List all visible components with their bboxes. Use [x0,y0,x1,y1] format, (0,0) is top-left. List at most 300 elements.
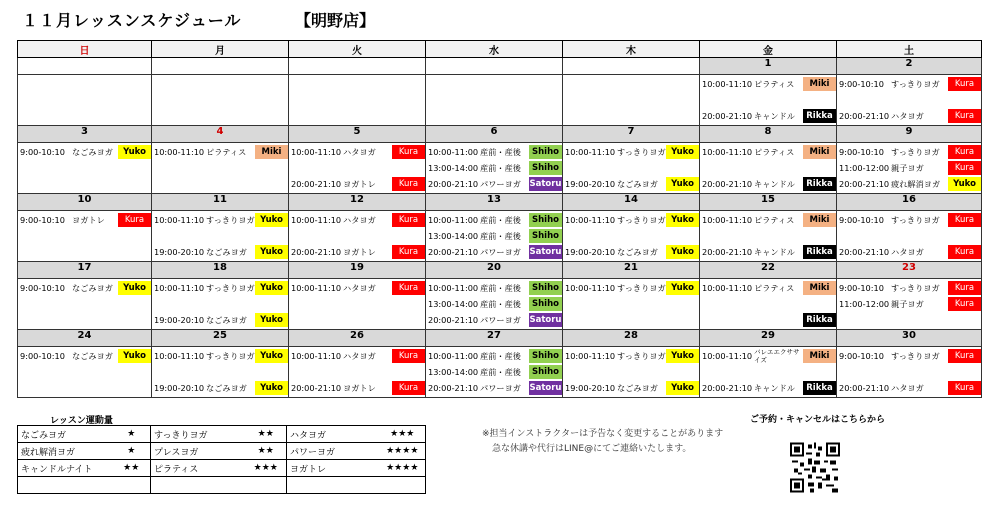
instructor-badge: Shiho [529,297,562,311]
instructor-badge: Yuko [118,349,151,363]
instructor-badge: Kura [948,109,981,123]
lesson-entry[interactable] [565,145,699,159]
lesson-time: 10:00-11:10 [565,351,616,361]
legend-row [18,443,426,460]
instructor-badge: Kura [948,245,981,259]
day-lessons [563,143,699,193]
lesson-entry[interactable] [154,213,288,227]
day-cell [563,347,700,398]
lesson-name: キャンドル [754,178,795,189]
date-cell: 30 [837,330,982,347]
day-cell [426,211,563,262]
lesson-time: 19:00-20:10 [154,315,205,325]
day-cell [837,75,982,126]
lesson-entry[interactable] [702,245,836,259]
lesson-name: 疲れ解消ヨガ [891,178,941,189]
lesson-entry[interactable] [291,381,425,395]
lesson-name: なごみヨガ [617,246,658,257]
date-cell [152,58,289,75]
lesson-time: 10:00-11:00 [428,147,479,157]
lesson-entry[interactable] [291,177,425,191]
lesson-name: ハタヨガ [343,146,376,157]
lesson-entry[interactable] [291,245,425,259]
instructor-badge: Kura [392,213,425,227]
legend-stars: ★★★ [246,460,287,477]
day-lessons [563,75,699,125]
lesson-entry[interactable] [702,109,836,123]
day-cell [700,143,837,194]
lesson-entry[interactable] [428,297,562,311]
lesson-entry[interactable] [20,213,151,227]
lesson-entry[interactable] [20,145,151,159]
day-lessons [18,279,151,329]
date-cell: 3 [18,126,152,143]
legend-title: レッスン運動量 [50,416,113,426]
instructor-badge: Satoru [529,315,562,325]
date-cell [18,58,152,75]
legend-row [18,460,426,477]
lesson-row [18,347,982,398]
legend-stars: ★ [113,426,151,443]
date-cell: 15 [700,194,837,211]
lesson-entry[interactable] [839,109,981,123]
lesson-name: すっきりヨガ [891,78,940,89]
lesson-entry[interactable] [702,349,836,363]
lesson-time: 10:00-11:10 [565,147,616,157]
legend-row [18,477,426,494]
lesson-name: すっきりヨガ [891,214,940,225]
instructor-badge: Shiho [529,145,562,159]
instructor-badge: Yuko [255,349,288,363]
lesson-name: ヨガトレ [343,246,376,257]
lesson-entry[interactable] [839,245,981,259]
instructor-badge: Yuko [255,245,288,259]
lesson-name: ヨガトレ [72,214,105,225]
lesson-time: 10:00-11:00 [428,351,479,361]
legend-lesson-name: ピラティス [151,460,246,477]
legend-stars: ★★★ [380,426,426,443]
day-lessons [18,75,151,125]
lesson-entry[interactable] [428,245,562,259]
lesson-name: ハタヨガ [891,382,924,393]
lesson-entry[interactable] [839,177,981,191]
instructor-badge: Kura [948,77,981,91]
date-cell: 27 [426,330,563,347]
lesson-entry[interactable] [428,365,562,379]
lesson-entry[interactable] [839,161,981,175]
lesson-entry[interactable] [154,245,288,259]
legend-lesson-name: なごみヨガ [18,426,113,443]
lesson-name: すっきりヨガ [617,350,666,361]
lesson-time: 10:00-11:10 [702,215,753,225]
day-cell [700,347,837,398]
day-lessons [426,347,562,397]
instructor-badge: Kura [948,381,981,395]
legend-lesson-name: パワーヨガ [287,443,380,460]
day-cell [837,347,982,398]
lesson-time: 9:00-10:10 [20,147,65,157]
date-cell: 26 [289,330,426,347]
lesson-entry[interactable] [839,297,981,311]
lesson-entry[interactable] [702,381,836,395]
day-cell [18,211,152,262]
day-cell [426,75,563,126]
instructor-badge: Kura [948,145,981,159]
lesson-entry[interactable] [839,213,981,227]
lesson-entry[interactable] [154,313,288,327]
date-cell: 21 [563,262,700,279]
instructor-badge: Shiho [529,229,562,243]
lesson-name: パワーヨガ [480,314,521,325]
lesson-time: 10:00-11:10 [154,215,205,225]
lesson-name: ハタヨガ [343,282,376,293]
lesson-entry[interactable] [839,381,981,395]
lesson-entry[interactable] [154,381,288,395]
lesson-time: 20:00-21:10 [702,179,753,189]
lesson-name: なごみヨガ [206,382,247,393]
lesson-name: すっきりヨガ [891,282,940,293]
day-cell [152,211,289,262]
weekday-header: 月 [152,41,289,58]
lesson-entry[interactable] [428,349,562,363]
day-lessons [700,143,836,193]
lesson-entry[interactable] [428,177,562,191]
lesson-entry[interactable] [291,349,425,363]
instructor-badge: Miki [803,77,836,91]
instructor-badge: Kura [948,281,981,295]
lesson-time: 19:00-20:10 [565,247,616,257]
weekday-header: 火 [289,41,426,58]
lesson-entry[interactable] [428,381,562,395]
day-lessons [152,347,288,397]
legend-lesson-name [287,477,380,494]
lesson-entry[interactable] [428,145,562,159]
lesson-entry[interactable] [291,281,425,295]
lesson-time: 9:00-10:10 [839,215,884,225]
day-cell [837,143,982,194]
lesson-time: 19:00-20:10 [154,247,205,257]
lesson-entry[interactable] [702,281,836,295]
lesson-entry[interactable] [839,77,981,91]
date-cell: 11 [152,194,289,211]
lesson-time: 11:00-12:00 [839,163,890,173]
legend-stars: ★★ [246,443,287,460]
lesson-entry[interactable] [428,281,562,295]
lesson-entry[interactable] [154,145,288,159]
lesson-name: すっきりヨガ [206,282,255,293]
day-lessons [563,279,699,329]
lesson-entry[interactable] [565,213,699,227]
instructor-badge: Miki [803,281,836,295]
lesson-entry[interactable] [702,313,836,327]
lesson-time: 20:00-21:10 [291,383,342,393]
lesson-time: 20:00-21:10 [839,111,890,121]
day-lessons [289,211,425,261]
legend-lesson-name: 疲れ解消ヨガ [18,443,113,460]
lesson-time: 9:00-10:10 [839,79,884,89]
day-lessons [152,279,288,329]
date-cell: 9 [837,126,982,143]
lesson-time: 13:00-14:00 [428,163,479,173]
instructor-badge: Yuko [118,145,151,159]
instructor-badge: Rikka [803,245,836,259]
lesson-name: なごみヨガ [206,314,247,325]
lesson-name: なごみヨガ [72,282,113,293]
day-cell [837,211,982,262]
lesson-time: 19:00-20:10 [565,179,616,189]
instructor-badge: Kura [948,161,981,175]
lesson-time: 13:00-14:00 [428,367,479,377]
day-cell [289,279,426,330]
date-row [18,262,982,279]
lesson-name: なごみヨガ [617,382,658,393]
date-cell: 23 [837,262,982,279]
legend-lesson-name [151,477,246,494]
lesson-time: 19:00-20:10 [565,383,616,393]
lesson-name: 親子ヨガ [891,162,924,173]
intensity-legend [17,425,426,494]
lesson-entry[interactable] [428,213,562,227]
legend-stars: ★ [113,443,151,460]
lesson-time: 20:00-21:10 [291,179,342,189]
lesson-entry[interactable] [565,281,699,295]
lesson-name: なごみヨガ [72,146,113,157]
qr-code-icon[interactable] [790,440,840,495]
instructor-badge: Kura [392,349,425,363]
note-line-1: ※担当インストラクターは予告なく変更することがあります [482,429,724,439]
legend-row [18,426,426,443]
date-row [18,58,982,75]
lesson-entry[interactable] [565,381,699,395]
day-lessons [837,75,981,125]
lesson-time: 10:00-11:10 [565,215,616,225]
instructor-badge: Miki [255,145,288,159]
legend-stars: ★★★★ [380,443,426,460]
day-cell [18,143,152,194]
lesson-time: 10:00-11:10 [702,283,753,293]
instructor-badge: Kura [392,145,425,159]
lesson-name: ハタヨガ [891,246,924,257]
day-cell [426,279,563,330]
date-cell: 17 [18,262,152,279]
instructor-badge: Kura [392,381,425,395]
instructor-badge: Shiho [529,213,562,227]
store-name: 【明野店】 [295,11,376,30]
notes [482,427,723,457]
lesson-entry[interactable] [428,229,562,243]
schedule-calendar [17,40,982,398]
weekday-header: 土 [837,41,982,58]
day-cell [837,279,982,330]
instructor-badge: Yuko [666,381,699,395]
lesson-entry[interactable] [839,349,981,363]
lesson-name: ピラティス [206,146,247,157]
day-lessons [563,211,699,261]
instructor-badge: Yuko [255,281,288,295]
lesson-entry[interactable] [291,145,425,159]
note-line-2: 急な休講や代行はLINE@にてご連絡いたします。 [492,444,692,454]
day-cell [700,211,837,262]
lesson-name: キャンドル [754,110,795,121]
lesson-name: ピラティス [754,214,795,225]
lesson-entry[interactable] [428,313,562,327]
lesson-time: 10:00-11:10 [291,147,342,157]
instructor-badge: Yuko [255,313,288,327]
date-cell: 25 [152,330,289,347]
weekday-header: 金 [700,41,837,58]
lesson-time: 20:00-21:10 [428,179,479,189]
day-lessons [563,347,699,397]
instructor-badge: Yuko [666,245,699,259]
legend-stars: ★★ [113,460,151,477]
instructor-badge: Kura [948,213,981,227]
date-cell: 28 [563,330,700,347]
lesson-entry[interactable] [565,349,699,363]
weekday-header: 日 [18,41,152,58]
instructor-badge: Shiho [529,365,562,379]
day-cell [152,143,289,194]
lesson-entry[interactable] [702,145,836,159]
lesson-entry[interactable] [702,177,836,191]
lesson-entry[interactable] [154,349,288,363]
lesson-entry[interactable] [154,281,288,295]
legend-lesson-name: プレスヨガ [151,443,246,460]
lesson-time: 19:00-20:10 [154,383,205,393]
day-cell [289,143,426,194]
lesson-time: 10:00-11:10 [702,147,753,157]
day-cell [563,75,700,126]
lesson-time: 10:00-11:00 [428,215,479,225]
instructor-badge: Kura [392,281,425,295]
instructor-badge: Yuko [666,213,699,227]
lesson-entry[interactable] [565,245,699,259]
lesson-time: 9:00-10:10 [20,283,65,293]
day-lessons [289,75,425,125]
day-cell [289,347,426,398]
instructor-badge: Kura [118,213,151,227]
date-cell: 24 [18,330,152,347]
instructor-badge: Kura [392,245,425,259]
lesson-name: すっきりヨガ [891,350,940,361]
lesson-time: 9:00-10:10 [20,215,65,225]
date-cell: 4 [152,126,289,143]
lesson-entry[interactable] [20,349,151,363]
instructor-badge: Shiho [529,161,562,175]
lesson-name: キャンドル [754,382,795,393]
instructor-badge: Yuko [666,349,699,363]
lesson-name: ヨガトレ [343,178,376,189]
instructor-badge: Kura [948,349,981,363]
lesson-name: ハタヨガ [343,350,376,361]
day-cell [18,347,152,398]
lesson-entry[interactable] [291,213,425,227]
lesson-time: 9:00-10:10 [20,351,65,361]
date-row [18,126,982,143]
legend-lesson-name: ヨガトレ [287,460,380,477]
lesson-row [18,211,982,262]
lesson-name: パワーヨガ [480,246,521,257]
day-lessons [289,279,425,329]
legend-stars: ★★ [246,426,287,443]
date-cell: 6 [426,126,563,143]
page-title: １１月レッスンスケジュール [22,11,242,30]
weekday-header-row [18,41,982,58]
instructor-badge: Miki [803,349,836,363]
day-cell [152,75,289,126]
date-cell: 14 [563,194,700,211]
day-cell [426,347,563,398]
day-cell [563,143,700,194]
lesson-entry[interactable] [839,145,981,159]
lesson-entry[interactable] [839,281,981,295]
legend-stars [380,477,426,494]
lesson-time: 9:00-10:10 [839,351,884,361]
lesson-name: すっきりヨガ [617,146,666,157]
day-cell [289,75,426,126]
day-lessons [289,347,425,397]
instructor-badge: Miki [803,213,836,227]
instructor-badge: Satoru [529,247,562,257]
day-cell [426,143,563,194]
day-lessons [18,143,151,193]
instructor-badge: Rikka [803,313,836,327]
instructor-badge: Kura [392,177,425,191]
day-cell [563,211,700,262]
instructor-badge: Shiho [529,349,562,363]
instructor-badge: Rikka [803,381,836,395]
lesson-name: 産前・産後 [480,214,521,225]
lesson-time: 10:00-11:00 [428,283,479,293]
weekday-header: 木 [563,41,700,58]
lesson-entry[interactable] [428,161,562,175]
lesson-name: 産前・産後 [480,230,521,241]
legend-stars [113,477,151,494]
day-lessons [152,143,288,193]
instructor-badge: Yuko [255,213,288,227]
lesson-entry[interactable] [565,177,699,191]
date-cell: 12 [289,194,426,211]
lesson-name: バレエエクササイズ [754,348,800,364]
day-lessons [837,279,981,329]
lesson-name: なごみヨガ [206,246,247,257]
lesson-entry[interactable] [20,281,151,295]
lesson-time: 20:00-21:10 [291,247,342,257]
instructor-badge: Yuko [948,177,981,191]
lesson-time: 20:00-21:10 [702,383,753,393]
lesson-name: すっきりヨガ [206,214,255,225]
day-cell [18,75,152,126]
date-cell [563,58,700,75]
lesson-time: 11:00-12:00 [839,299,890,309]
lesson-time: 20:00-21:10 [428,247,479,257]
lesson-name: なごみヨガ [72,350,113,361]
lesson-entry[interactable] [702,77,836,91]
lesson-time: 20:00-21:10 [428,315,479,325]
date-row [18,194,982,211]
date-cell: 20 [426,262,563,279]
day-lessons [426,211,562,261]
lesson-name: ピラティス [754,78,795,89]
lesson-entry[interactable] [702,213,836,227]
lesson-name: ピラティス [754,282,795,293]
date-cell: 13 [426,194,563,211]
day-lessons [700,347,836,397]
date-row [18,330,982,347]
lesson-time: 10:00-11:10 [565,283,616,293]
lesson-name: 産前・産後 [480,350,521,361]
instructor-badge: Yuko [666,281,699,295]
lesson-row [18,143,982,194]
